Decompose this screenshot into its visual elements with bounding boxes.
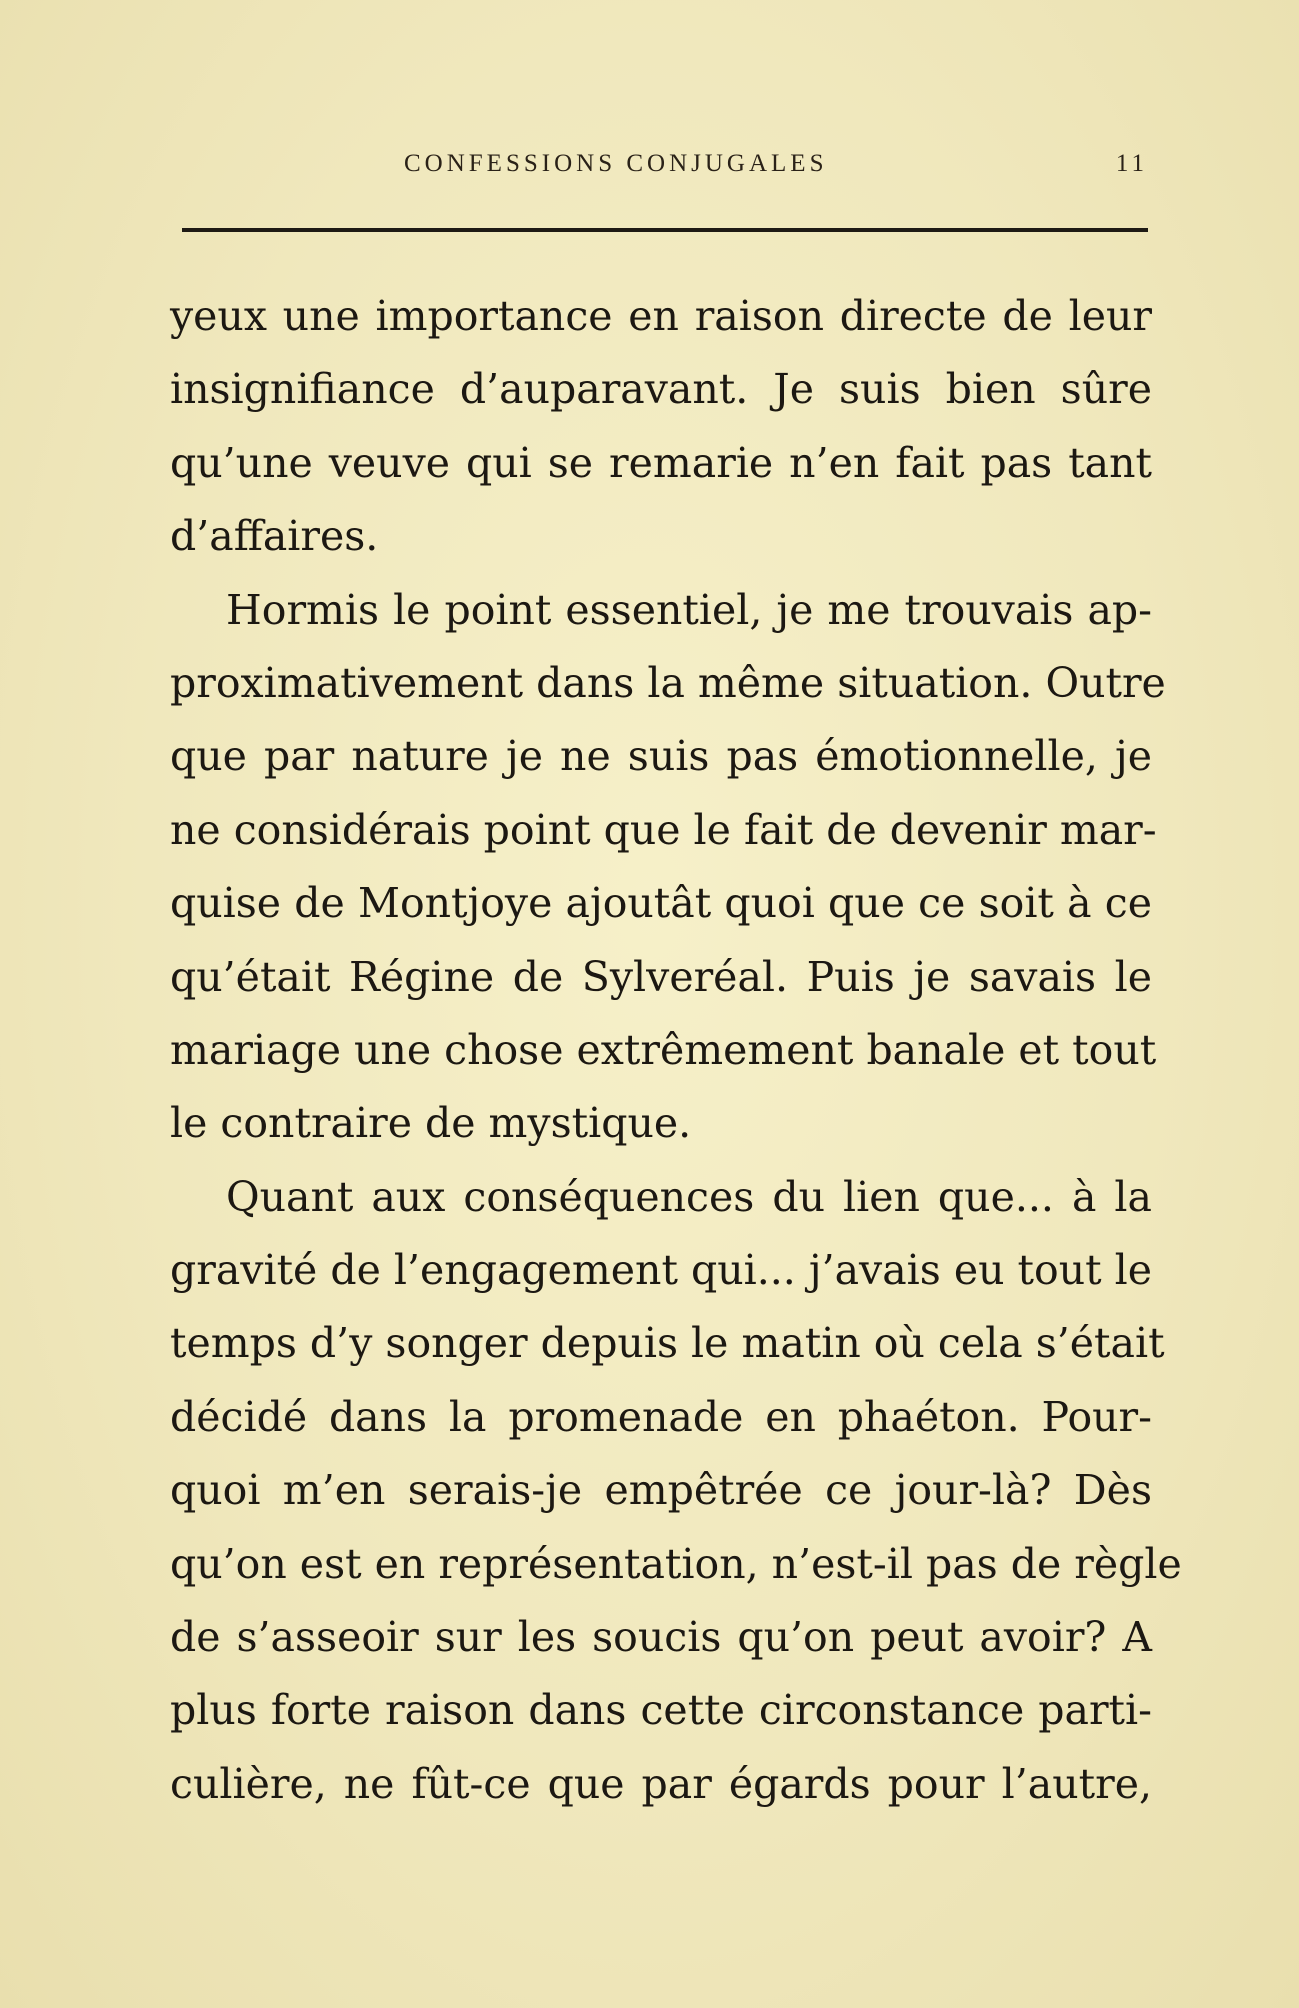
text-line: yeux une importance en raison directe de leur [170,292,1152,340]
text-line: que par nature je ne suis pas émotionnelle, je [170,732,1152,781]
text-line: mariage une chose extrêmement banale et tout [170,1025,1157,1074]
text-line: gravité de l’engagement qui... j’avais eu tout le [170,1246,1152,1295]
page-number: 11 [1115,150,1148,177]
text-line: quise de Montjoye ajoutât quoi que ce soit à ce [170,879,1152,928]
text-line: de s’asseoir sur les soucis qu’on peut avoir? A [170,1613,1152,1662]
header-rule [182,228,1148,232]
text-line: insignifiance d’auparavant. Je suis bien sûre [170,365,1152,414]
text-line: décidé dans la promenade en phaéton. Pour- [170,1392,1152,1441]
text-line: proximativement dans la même situation. Outre [170,658,1166,707]
running-head [176,150,1148,190]
text-line: temps d’y songer depuis le matin où cela s’était [170,1319,1165,1368]
text-line: culière, ne fût-ce que par égards pour l’autre, [170,1759,1152,1808]
text-line: qu’une veuve qui se remarie n’en fait pas tant [170,438,1152,487]
text-line: plus forte raison dans cette circonstance parti- [170,1686,1152,1735]
body-text [170,280,1182,1821]
text-line: ne considérais point que le fait de devenir mar- [170,805,1157,854]
text-line: le contraire de mystique. [170,1099,692,1148]
running-title: CONFESSIONS CONJUGALES [404,150,828,177]
text-line: qu’était Régine de Sylveréal. Puis je savais le [170,952,1152,1001]
text-line: quoi m’en serais-je empêtrée ce jour-là? Dès [170,1466,1152,1515]
text-line: d’affaires. [170,512,379,561]
text-line: Hormis le point essentiel, je me trouvais ap- [226,585,1152,634]
text-line: Quant aux conséquences du lien que... à la [226,1172,1152,1221]
text-line: qu’on est en représentation, n’est-il pas de règle [170,1539,1182,1588]
